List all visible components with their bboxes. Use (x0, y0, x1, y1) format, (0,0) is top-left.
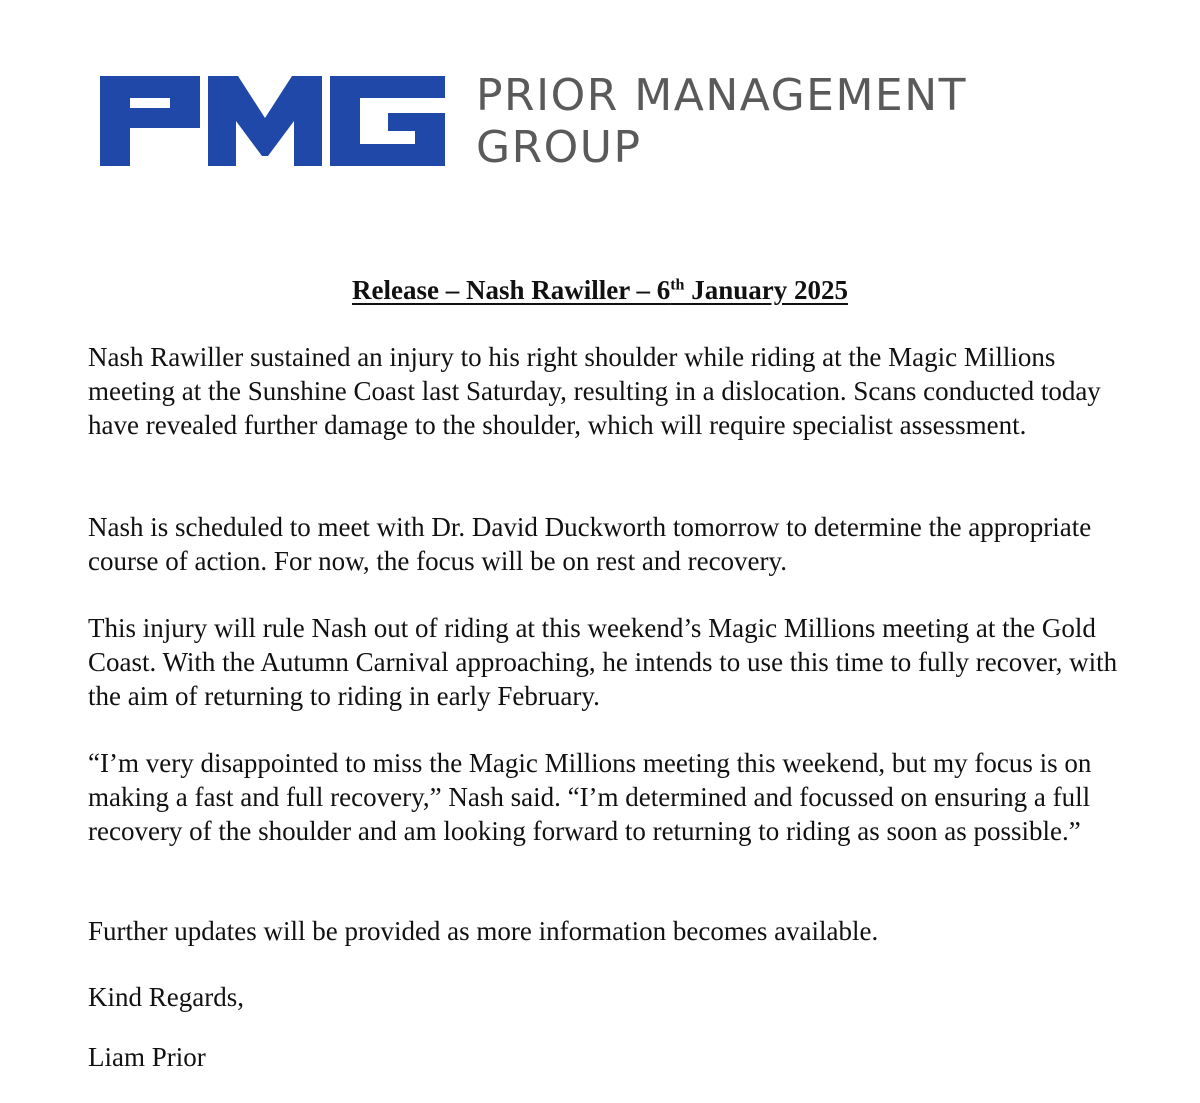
paragraph-ruled-out (88, 611, 1128, 713)
signatory-name (88, 1040, 1128, 1074)
release-title (0, 272, 1200, 308)
paragraph-updates (88, 914, 1128, 948)
pmg-monogram-logo (100, 76, 445, 166)
company-name-line-1: PRIOR MANAGEMENT (476, 70, 968, 121)
paragraph-text: Further updates will be provided as more information becomes available. (88, 916, 879, 946)
release-title-ordinal: th (670, 276, 685, 294)
paragraph-text: Nash is scheduled to meet with Dr. David Duckworth tomorrow to determine the appropriate course of action. For now, the focus will be on rest and recovery. (88, 512, 1092, 576)
release-title-date: January 2025 (684, 275, 848, 305)
release-title-main: Release – Nash Rawiller – 6 (352, 275, 671, 305)
company-name-line-2: GROUP (476, 122, 642, 173)
paragraph-text: “I’m very disappointed to miss the Magic Millions meeting this weekend, but my focus is on making a fast and full recovery,” Nash said. “I’m determined and focussed on ensuring a full recovery of the shoulder and am looking forward to returning to riding as soon as possible.” (88, 748, 1092, 846)
paragraph-text: Nash Rawiller sustained an injury to his right shoulder while riding at the Magic Millions meeting at the Sunshine Coast last Saturday, resulting in a dislocation. Scans conducted today have revealed further damage to the shoulder, which will require specialist assessment. (88, 342, 1101, 440)
paragraph-text: This injury will rule Nash out of riding at this weekend’s Magic Millions meeting at the Gold Coast. With the Autumn Carnival approaching, he intends to use this time to fully recover, with the aim of returning to riding in early February. (88, 613, 1118, 711)
company-logo (100, 70, 1100, 173)
paragraph-injury (88, 340, 1128, 442)
closing-line (88, 980, 1128, 1014)
paragraph-appointment (88, 510, 1128, 578)
signatory-text: Liam Prior (88, 1042, 206, 1072)
paragraph-quote (88, 746, 1128, 848)
company-name (476, 70, 1116, 174)
closing-text: Kind Regards, (88, 982, 244, 1012)
